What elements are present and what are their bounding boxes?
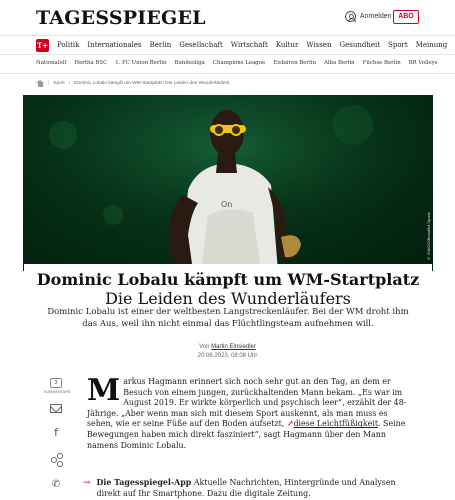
subnav-item-eisbären-berlin[interactable]: Eisbären Berlin: [273, 60, 316, 66]
share-rail: [44, 378, 71, 491]
mail-icon[interactable]: [50, 404, 62, 413]
subnav-item-hertha-bsc[interactable]: Hertha BSC: [74, 60, 108, 66]
login-label: Anmelden: [360, 13, 392, 20]
author-link[interactable]: Martin Einsiedler: [211, 344, 256, 350]
nav-item-wissen[interactable]: Wissen: [306, 41, 332, 49]
messenger-icon[interactable]: ✆: [51, 479, 61, 490]
nav-item-internationales[interactable]: Internationales: [87, 41, 142, 49]
nav-item-meinung[interactable]: Meinung: [415, 41, 448, 49]
subnav-item-nationalelf[interactable]: Nationalelf: [36, 60, 67, 66]
publish-date: 20.06.2023, 08:08 Uhr: [197, 353, 258, 359]
article-teaser: Dominic Lobalu ist einer der weltbesten Langstreckenläufer. Bei der WM droht ihm das Aus, weil ihn nicht einmal das Flüchtlingsteam aufnehmen will.: [47, 307, 409, 329]
image-credit: © IMAGO/Beautiful Sports: [426, 212, 431, 261]
breadcrumb: [36, 80, 230, 87]
dropcap: M: [87, 373, 121, 408]
nav-item-sport[interactable]: Sport: [388, 41, 408, 49]
headline-regular: Die Leiden des Wunderläufers: [105, 289, 351, 308]
byline: [0, 343, 455, 361]
article-body: [87, 373, 407, 451]
subnav-item-br-volleys[interactable]: BR Volleys: [408, 60, 438, 66]
promo-title[interactable]: Die Tagesspiegel-App: [96, 478, 192, 487]
breadcrumb-separator: |: [48, 81, 50, 86]
breadcrumb-current: Dominic Lobalu kämpft um WM-Startplatz: Die Leiden des Wunderläufers: [73, 81, 230, 86]
byline-prefix: Von: [199, 344, 210, 350]
secondary-nav: [0, 55, 455, 74]
runner-illustration: [23, 95, 433, 271]
tagesspiegel-plus-badge[interactable]: T+: [36, 41, 49, 50]
article-headline: [24, 264, 432, 308]
breadcrumb-section[interactable]: Sport: [53, 81, 65, 86]
body-text-1: arkus Hagmann erinnert sich noch sehr gut an den Tag, an dem er Besuch von einem jungen, zurückhaltenden Mann bekam. „Es war im August 2019. Er wirkte körperlich und psychisch leer“, erzählt der 48-Jährige. „Aber wenn man sich mit diesem Sport auskennt, als man muss es sehen, wie er seine Füße auf den Boden aufsetzt,: [87, 377, 407, 429]
inline-article-link[interactable]: diese Leichtfüßigkeit: [293, 419, 379, 429]
primary-nav-list: [57, 41, 447, 49]
promo-text: Aktuelle Nachrichten, Hintergründe und Analysen direkt auf Ihr Smartphone. Dazu die digitale Zeitung.: [96, 478, 396, 498]
primary-nav: [0, 36, 455, 55]
subnav-item-champions-league[interactable]: Champions League: [212, 60, 266, 66]
app-promo: [83, 478, 403, 499]
subnav-item-füchse-berlin[interactable]: Füchse Berlin: [362, 60, 401, 66]
comments-label: KOMMENTARE: [44, 390, 71, 394]
subnav-item-alba-berlin[interactable]: Alba Berlin: [324, 60, 355, 66]
hero-image: [23, 95, 433, 271]
nav-item-gesellschaft[interactable]: Gesellschaft: [179, 41, 223, 49]
nav-item-gesundheit[interactable]: Gesundheit: [339, 41, 381, 49]
headline-bold: Dominic Lobalu kämpft um WM-Startplatz: [36, 270, 420, 289]
secondary-nav-list: [36, 60, 438, 66]
nav-item-wirtschaft[interactable]: Wirtschaft: [230, 41, 268, 49]
share-icon[interactable]: [50, 453, 62, 465]
svg-text:On: On: [221, 200, 233, 209]
breadcrumb-separator: |: [68, 81, 70, 86]
link-arrow-icon: ↗: [286, 419, 294, 429]
nav-item-kultur[interactable]: Kultur: [275, 41, 299, 49]
top-header: [0, 0, 455, 36]
user-icon: [345, 11, 356, 22]
subnav-item-1-fc-union-berlin[interactable]: 1. FC Union Berlin: [115, 60, 167, 66]
body-text-2: . Seine Bewegungen haben mich direkt fasziniert“, sagt Hagmann über den Mann namens Dominic Lobalu.: [87, 419, 406, 450]
subnav-item-bundesliga[interactable]: Bundesliga: [174, 60, 205, 66]
nav-item-berlin[interactable]: Berlin: [149, 41, 172, 49]
comments-button[interactable]: 3: [50, 378, 62, 388]
site-logo[interactable]: TAGESSPIEGEL: [36, 7, 206, 29]
home-icon[interactable]: [36, 80, 44, 87]
arrow-right-icon: →: [83, 478, 91, 488]
abo-button[interactable]: ABO: [393, 10, 419, 24]
login-button[interactable]: [345, 11, 392, 22]
facebook-icon[interactable]: f: [54, 426, 58, 439]
nav-item-politik[interactable]: Politik: [57, 41, 80, 49]
